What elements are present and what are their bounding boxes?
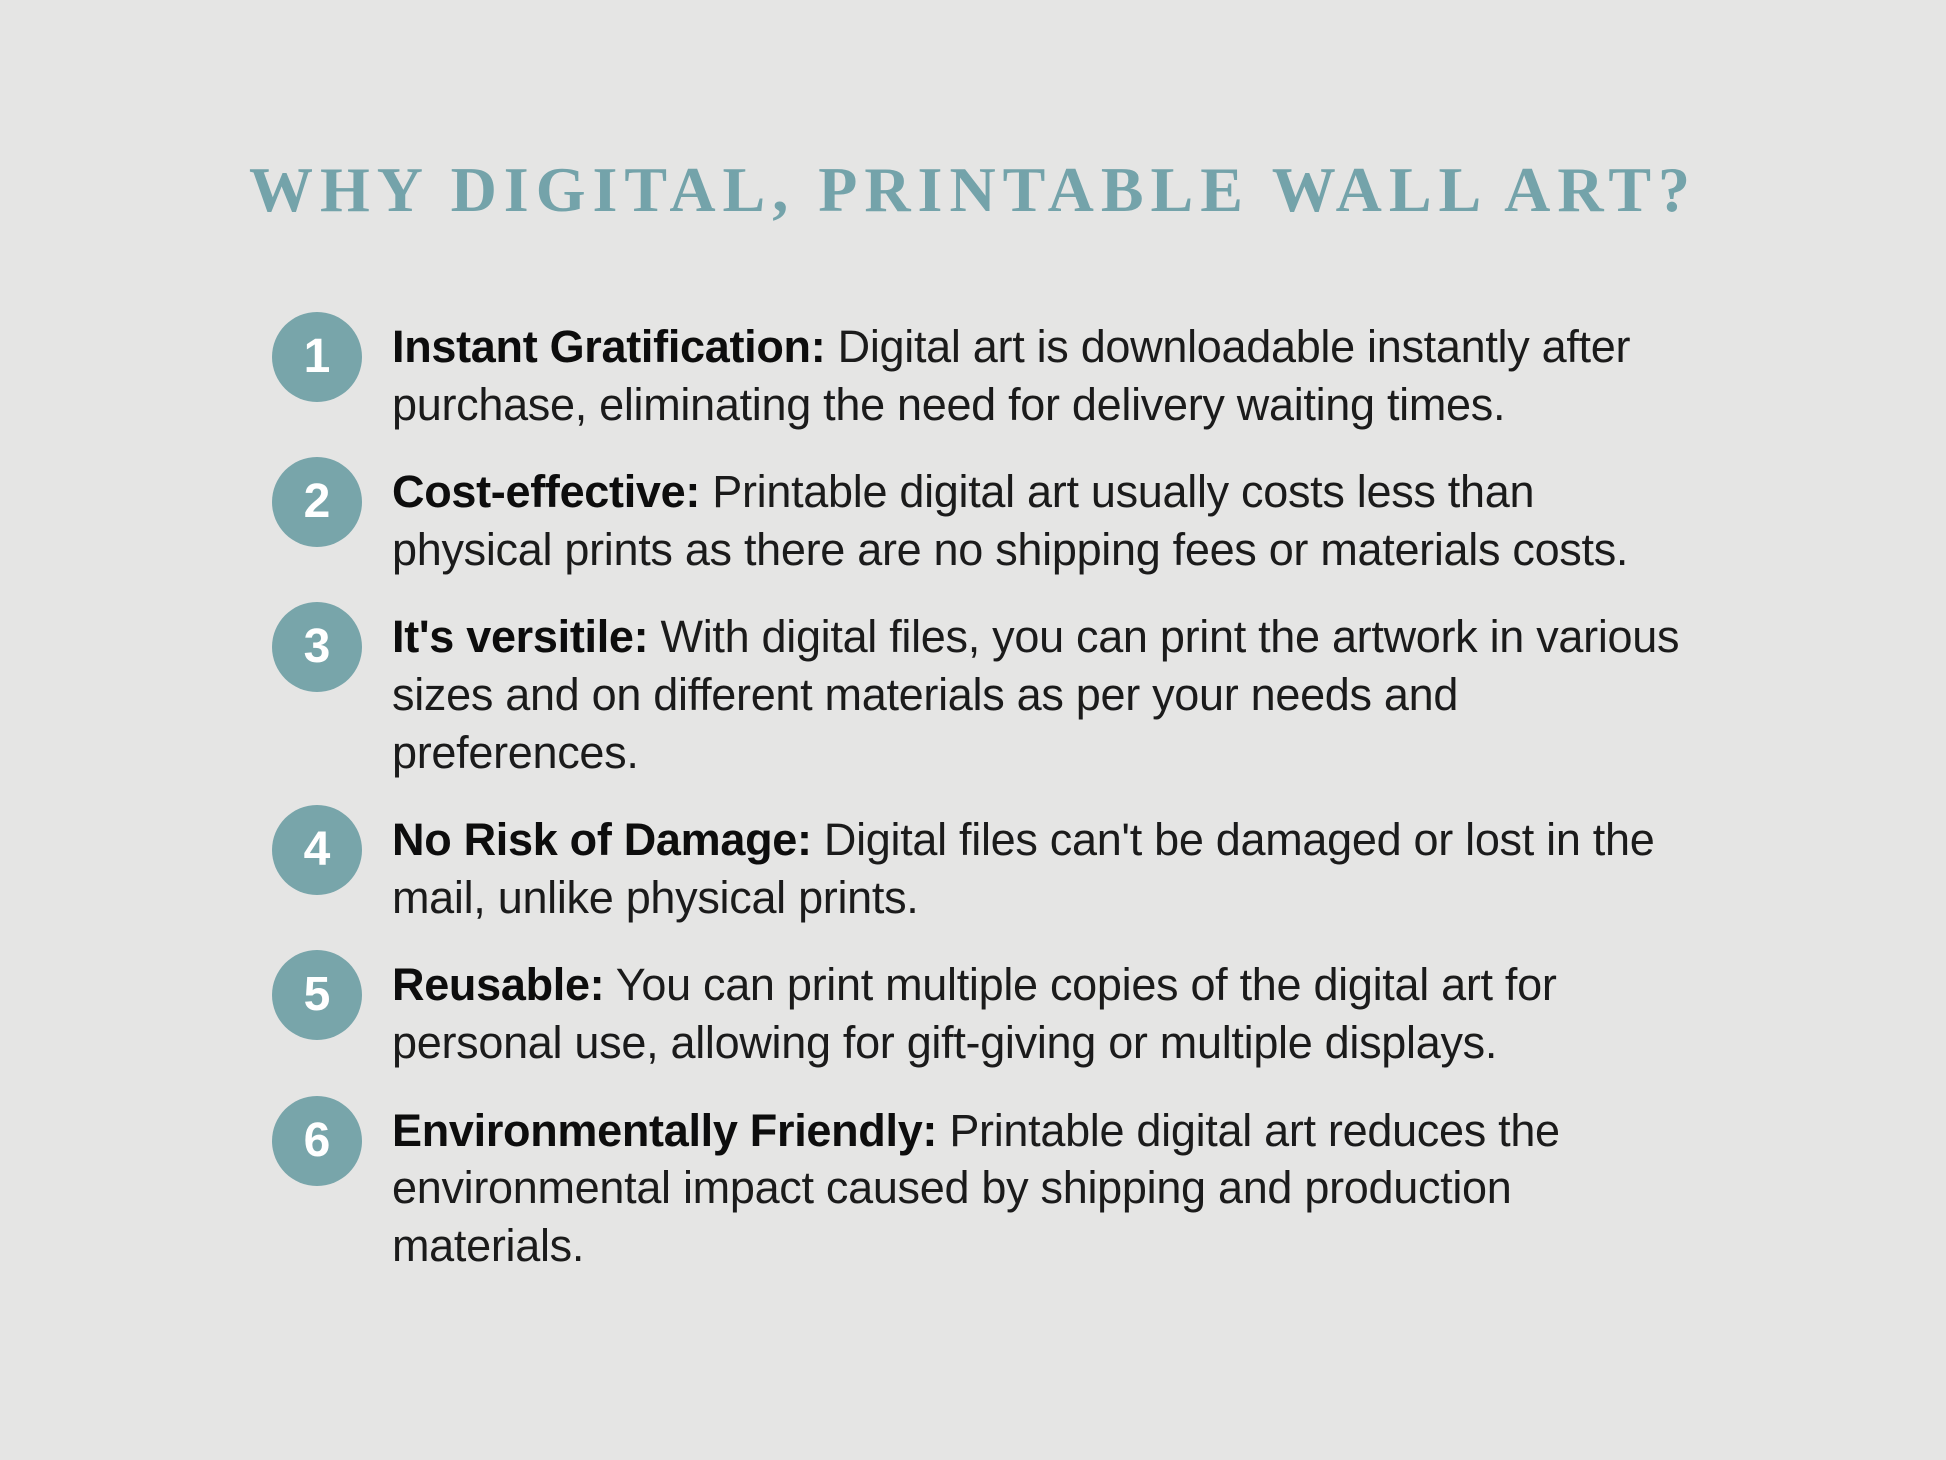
item-description: Digital art is downloadable instantly after purchase, eliminating the need for delivery waiting times. [392,321,1631,430]
item-description: You can print multiple copies of the digital art for personal use, allowing for gift-giving or multiple displays. [392,959,1557,1068]
item-number: 4 [303,823,331,877]
item-label: It's versitile: [392,611,649,663]
page-title: WHY DIGITAL, PRINTABLE WALL ART? [248,154,1698,225]
item-number-badge [272,457,362,547]
item-number-badge [272,312,362,402]
item-number: 3 [303,620,331,674]
item-number-badge [272,602,362,692]
benefit-item [272,608,1712,781]
item-text-block [392,1102,1702,1275]
item-text-block [392,318,1702,433]
item-label: Reusable: [392,959,605,1011]
item-text-block [392,463,1702,578]
item-number: 1 [303,330,331,383]
item-description: With digital files, you can print the artwork in various sizes and on different materials as per your needs and preferences. [392,611,1680,778]
item-text-block [392,608,1702,781]
benefit-item [272,1102,1712,1275]
benefits-list [272,318,1712,1274]
benefit-item [272,811,1712,926]
item-number-badge [272,950,362,1040]
item-text-block [392,956,1702,1071]
item-number-badge [272,1096,362,1186]
benefit-item [272,318,1712,433]
item-description: Printable digital art usually costs less than physical prints as there are no shipping fees or materials costs. [392,466,1629,575]
item-label: Cost-effective: [392,466,701,518]
item-description: Printable digital art reduces the environmental impact caused by shipping and production materials. [392,1104,1560,1271]
item-label: No Risk of Damage: [392,814,812,866]
item-number-badge [272,805,362,895]
benefit-item [272,463,1712,578]
item-text-block [392,811,1702,926]
item-number: 6 [303,1113,331,1167]
item-number: 5 [303,968,331,1022]
item-number: 2 [303,475,331,529]
benefit-item [272,956,1712,1071]
item-label: Environmentally Friendly: [392,1104,938,1156]
item-label: Instant Gratification: [392,321,826,372]
item-description: Digital files can't be damaged or lost in the mail, unlike physical prints. [392,814,1655,923]
